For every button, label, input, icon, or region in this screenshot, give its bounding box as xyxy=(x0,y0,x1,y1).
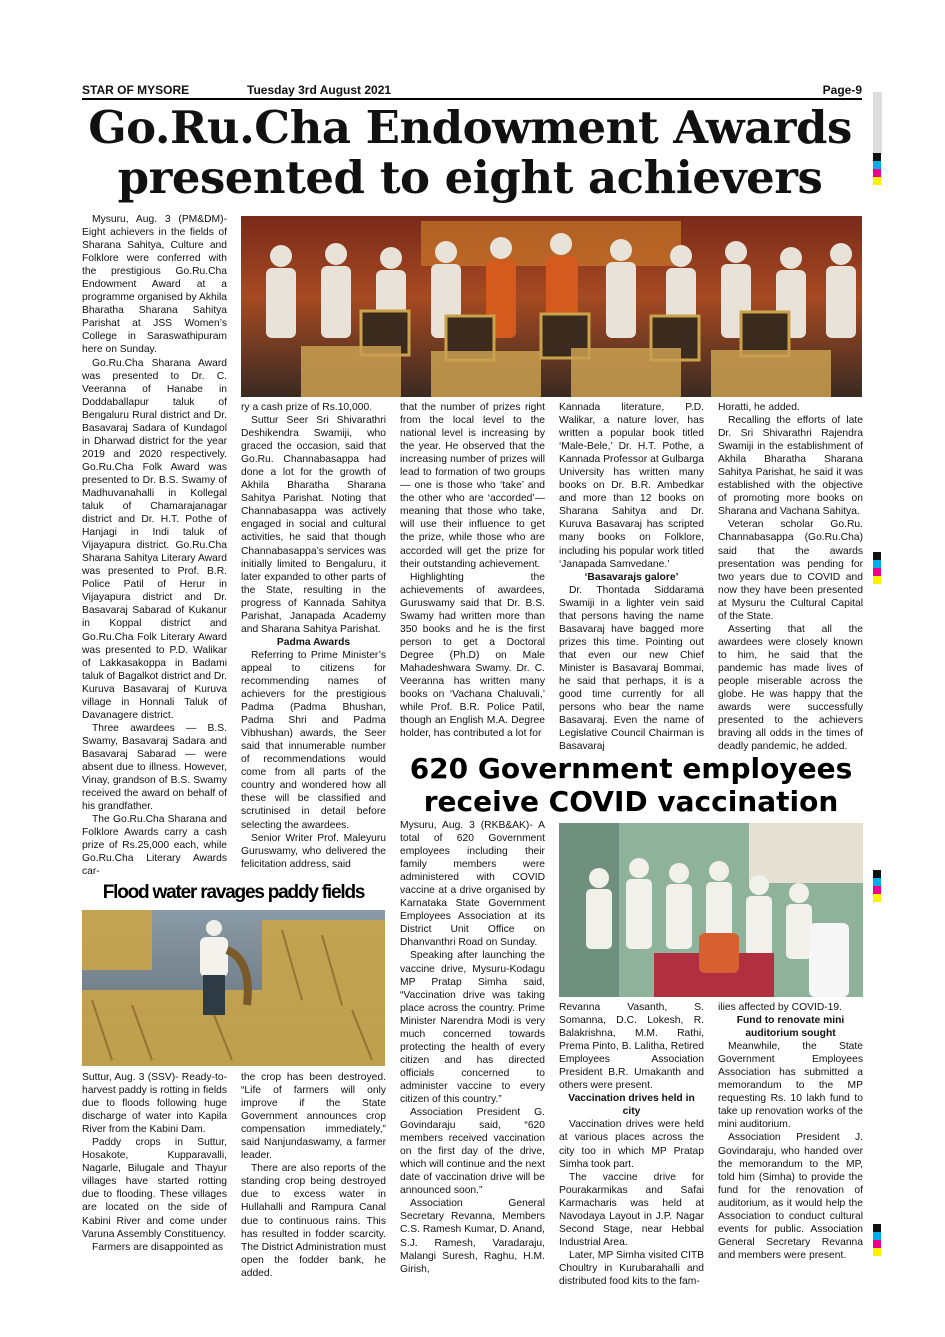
paragraph: Revanna Vasanth, S. Somanna, D.C. Lokesh, R. Balakrishna, M.M. Rathi, Prema Pinto, B. Lalitha, Retired Employees Association President B.R. Umakanth and others were present. xyxy=(559,1002,704,1092)
subheading: ‘Basavarajs galore’ xyxy=(584,571,679,583)
main-headline xyxy=(70,103,870,203)
paragraph: Association President G. Govindaraju said, “620 members received vaccination on the first day of the drive, which will continue and the next date of vaccination drive will be announced soon.” xyxy=(400,1107,545,1197)
paragraph: Mysuru, Aug. 3 (RKB&AK)- A total of 620 Government employees including their family members were administered with COVID vaccine at a drive organised by Karnataka State Government Employees Association at its District Unit Office on Dhanvanthri Road on Sunday. xyxy=(400,820,545,949)
flood-column-2 xyxy=(241,1071,386,1279)
headline-line-1: 620 Government employees xyxy=(409,752,853,785)
article1-column-3 xyxy=(400,401,545,746)
article1-column-2 xyxy=(241,401,386,873)
paragraph: Dr. Thontada Siddarama Swamiji in a lighter vein said that persons having the name Basavaraj have bagged more prizes this time. Pointing out that even our new Chief Minister is Basavaraj Bommai, he said that perhaps, it is a good time currently for all persons who bear the name Basavaraj. Even the name of Legislative Council Chairman is Basavaraj xyxy=(559,584,704,753)
subheading: Padma Awards xyxy=(276,636,351,648)
paragraph: Speaking after launching the vaccine drive, Mysuru-Kodagu MP Pratap Simha said, “Vaccination drive was taking place across the country. Prime Minister Narendra Modi is very much concerned towards protecting the health of every citizen and has directed officials concerned to administer vaccine to every citizen of this country.” xyxy=(400,950,545,1105)
paragraph: that the number of prizes right from the local level to the national level is increasing by the year. He observed that the increasing number of prizes will lead to formation of two groups — one is those who ‘take’ and the other who are ‘accorded’— meaning that those who take, will use their influence to get the prize, while those who are accorded will get the prize for their outstanding achievement. xyxy=(400,402,545,570)
article1-column-4 xyxy=(559,401,704,753)
flood-column-1 xyxy=(82,1071,227,1271)
article1-column-5 xyxy=(718,401,863,753)
article1-column-1 xyxy=(82,213,227,878)
paragraph: Vaccination drives were held at various places across the city too in which MP Pratap Simha took part. xyxy=(559,1119,704,1170)
paragraph: There are also reports of the standing crop being destroyed due to excess water in Hullahalli and Rampura Canal due to continuous rains. This has resulted in fodder scarcity. The District Administration must open the fodder bank, he added. xyxy=(241,1163,386,1279)
covid-column-3 xyxy=(718,1001,863,1271)
paragraph: The Go.Ru.Cha Sharana and Folklore Awards carry a cash prize of Rs.25,000 each, while Go.Ru.Cha Literary Awards car- xyxy=(82,814,227,878)
flood-headline: Flood water ravages paddy fields xyxy=(102,882,365,903)
paragraph: Three awardees — B.S. Swamy, Basavaraj Sadara and Basavaraj Sabarad — were absent due to illness. However, Vinay, grandson of B.S. Swamy received the award on behalf of his grandfather. xyxy=(82,722,227,813)
paragraph: Veteran scholar Go.Ru. Channabasappa (Go.Ru.Cha) said that the awards presentation was pending for two years due to COVID and now they have been presented at Mysuru the Cultural Capital of the State. xyxy=(718,519,863,622)
headline-line-2: receive COVID vaccination xyxy=(423,785,839,818)
paragraph: Suttur, Aug. 3 (SSV)- Ready-to-harvest paddy is rotting in fields due to floods following huge discharge of water into Kapila River from the Kabini Dam. xyxy=(82,1072,227,1136)
covid-column-1 xyxy=(400,819,545,1275)
paragraph: the crop has been destroyed. “Life of farmers will only improve if the State Government announces crop compensation immediately,” said Nanjundaswamy, a farmer leader. xyxy=(241,1072,386,1162)
headline-line-2: presented to eight achievers xyxy=(117,151,823,204)
headline-line-1: Go.Ru.Cha Endowment Awards xyxy=(88,101,852,154)
issue-date: Tuesday 3rd August 2021 xyxy=(247,83,392,97)
paragraph: Association President J. Govindaraju, who handed over the memorandum to the MP, told him (Simha) to provide the fund for the renovation of auditorium, as it would help the Association to conduct cultural events for public. Association General Secretary Revanna and members were present. xyxy=(718,1132,863,1261)
margin-strip xyxy=(873,92,882,154)
paper-name: STAR OF MYSORE xyxy=(82,83,190,97)
covid-headline xyxy=(398,752,864,818)
paragraph: Suttur Seer Sri Shivarathri Deshikendra Swamiji, who graced the occasion, said that Go.Ru. Channabasappa had done a lot for the growth of Akhila Bharatha Sharana Sahitya Parishat. Noting that Channabasappa was actively engaged in social and cultural activities, he said that though Channabasappa’s services was initially limited to Bengaluru, it later expanded to other parts of the State, resulting in the progress of Kannada Sahitya Parishat, Janapada Academy and Sharana Sahitya Parishat. xyxy=(241,415,386,635)
paragraph: Meanwhile, the State Government Employees Association has submitted a memorandum to the MP requesting Rs. 10 lakh fund to take up renovation works of the mini auditorium. xyxy=(718,1041,863,1131)
color-registration-mark xyxy=(873,1224,881,1256)
subheading: Fund to renovate mini auditorium sought xyxy=(736,1015,845,1040)
color-registration-mark xyxy=(873,870,881,902)
paragraph: Recalling the efforts of late Dr. Sri Shivarathri Rajendra Swamiji in the establishment of Akhila Bharatha Sharana Sahitya Parishat, he said it was established with the objective of promoting more books on Sharana and Vachana Sahitya. xyxy=(718,415,863,518)
paragraph: Highlighting the achievements of awardees, Guruswamy said that Dr. B.S. Swamy had written more than 350 books and he is the first person to get a Doctoral Degree (Ph.D) on Male Mahadeshwara Swamy. Dr. C. Veeranna has written many books on ‘Vachana Chaluvali,’ while Prof. B.R. Police Patil, though an English M.A. Degree holder, has contributed a lot for xyxy=(400,571,545,740)
paragraph: Go.Ru.Cha Sharana Award was presented to Dr. C. Veeranna of Hanabe in Doddaballapur taluk of Bengaluru Rural district and Dr. Basavaraj Sadara of Kundagol in Dharwad district for the year 2019 and 2020 respectively. Go.Ru.Cha Folk Award was presented to Dr. B.S. Swamy of Madhuvanahalli in Kollegal taluk of Chamarajanagar district and Dr. H.T. Pothe of Hanjagi in Indi taluk of Vijayapura district. Go.Ru.Cha Sharana Sahitya Literary Award was presented to Prof. B.R. Police Patil of Herur in Vijayapura district and Dr. Basavaraj Sabarad of Kukanur in Koppal district and Go.Ru.Cha Folk Literary Award was presented to P.D. Walikar of Lakkasakoppa in Badami taluk of Bagalkot district and Dr. Kuruva Basavaraj of Kuruva village in Honnali Taluk of Davanagere district. xyxy=(82,357,227,721)
paragraph: Asserting that all the awardees were closely known to him, he said that the pandemic has made lives of people miserable across the globe. He was happy that the awards were successfully presented to the achievers braving all odds in the times of deadly pandemic, he added. xyxy=(718,623,863,753)
masthead xyxy=(82,82,862,100)
paragraph: The vaccine drive for Pourakarmikas and Safai Karmacharis was held at Navodaya Layout in J.P. Nagar Second Stage, near Hebbal Industrial Area. xyxy=(559,1171,704,1248)
paragraph: Kannada literature, P.D. Walikar, a nature lover, has written a popular book titled ‘Male-Bele,’ Dr. H.T. Pothe, a Kannada Professor at Gulbarga University has written many books on Dr. B.R. Ambedkar and more than 12 books on Sharana Sahitya and Dr. Kuruva Basavaraj has scripted many books on Folklore, including his popular work titled ‘Janapada Samvedane.’ xyxy=(559,402,704,570)
page-number: Page-9 xyxy=(822,83,862,97)
flooded-paddy-photo xyxy=(82,910,385,1066)
paragraph: Senior Writer Prof. Maleyuru Guruswamy, who delivered the felicitation address, said xyxy=(241,832,386,870)
paragraph: Later, MP Simha visited CITB Choultry in Kurubarahalli and distributed food kits to the fam- xyxy=(559,1249,704,1287)
paragraph: Mysuru, Aug. 3 (PM&DM)- Eight achievers in the fields of Sharana Sahitya, Culture and Folklore were conferred with the prestigious Go.Ru.Cha Endowment Award at a programme organised by Akhila Bharatha Sharana Sahitya Parishat at JSS Women’s College in Saraswathipuram here on Sunday. xyxy=(82,214,227,356)
color-registration-mark xyxy=(873,552,881,584)
award-ceremony-photo xyxy=(241,216,862,397)
paragraph: Farmers are disappointed as xyxy=(92,1241,224,1253)
subheading: Vaccination drives held in city xyxy=(568,1093,695,1118)
covid-column-2 xyxy=(559,1001,704,1287)
paragraph: ilies affected by COVID-19. xyxy=(718,1002,843,1013)
vaccination-drive-photo xyxy=(559,823,863,997)
color-registration-mark xyxy=(873,153,881,185)
paragraph: Association General Secretary Revanna, Members C.S. Ramesh Kumar, D. Anand, S.J. Ramesh, Varadaraju, Malangi Suresh, Raghu, H.M. Girish, xyxy=(400,1198,545,1275)
paragraph: Horatti, he added. xyxy=(718,402,800,413)
paragraph: Paddy crops in Suttur, Hosakote, Kupparavalli, Nagarle, Bilugale and Thayur villages have started rotting due to flooding. These villages are located on the side of Kabini River and come under Varuna Assembly Constituency. xyxy=(82,1137,227,1240)
paragraph: ry a cash prize of Rs.10,000. xyxy=(241,402,373,413)
paragraph: Referring to Prime Minister’s appeal to citizens for recommending names of achievers for the prestigious Padma (Padma Bhushan, Padma Shri and Padma Vibhushan) awards, the Seer said that innumerable number of recommendations would come from all parts of the country and wondered how all these will be classified and scrutinised in detail before selecting the awardees. xyxy=(241,649,386,831)
